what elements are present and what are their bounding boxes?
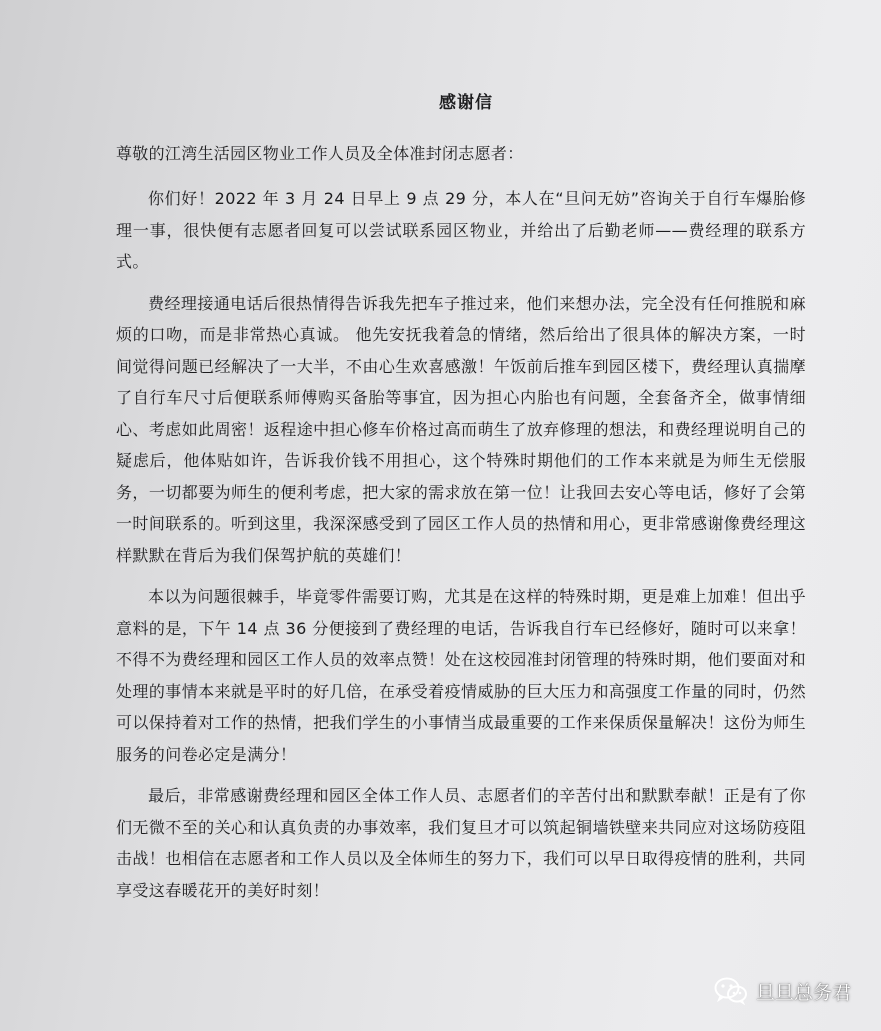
account-watermark — [714, 977, 851, 1005]
letter-paragraph-2: 费经理接通电话后很热情得告诉我先把车子推过来，他们来想办法，完全没有任何推脱和麻烦的口吻，而是非常热心真诚。 他先安抚我着急的情绪，然后给出了很具体的解决方案，一时间觉得问题已经解决了一大半，不由心生欢喜感激！午饭前后推车到园区楼下，费经理认真揣摩了自行车尺寸后便联系师傅购买备胎等事宜，因为担心内胎也有问题，全套备齐全，做事情细心、考虑如此周密！返程途中担心修车价格过高而萌生了放弃修理的想法，和费经理说明自己的疑虑后，他体贴如许，告诉我价钱不用担心，这个特殊时期他们的工作本来就是为师生无偿服务，一切都要为师生的便利考虑，把大家的需求放在第一位！让我回去安心等电话，修好了会第一时间联系的。听到这里，我深深感受到了园区工作人员的热情和用心，更非常感谢像费经理这样默默在背后为我们保驾护航的英雄们！ — [116, 293, 806, 565]
letter-title: 感谢信 — [439, 93, 493, 113]
letter-paragraph-4: 最后，非常感谢费经理和园区全体工作人员、志愿者们的辛苦付出和默默奉献！正是有了你们无微不至的关心和认真负责的办事效率，我们复旦才可以筑起铜墙铁壁来共同应对这场防疫阻击战！也相信在志愿者和工作人员以及全体师生的努力下，我们可以早日取得疫情的胜利，共同享受这春暖花开的美好时刻！ — [116, 786, 806, 900]
letter-salutation: 尊敬的江湾生活园区物业工作人员及全体准封闭志愿者： — [116, 144, 524, 163]
letter-paragraph-3: 本以为问题很棘手，毕竟零件需要订购，尤其是在这样的特殊时期，更是难上加难！但出乎意料的是，下午 14 点 36 分便接到了费经理的电话，告诉我自行车已经修好，随时可以来拿！不得不为费经理和园区工作人员的效率点赞！处在这校园准封闭管理的特殊时期，他们要面对和处理的事情本来就是平时的好几倍，在承受着疫情威胁的巨大压力和高强度工作量的同时，仍然可以保持着对工作的热情，把我们学生的小事情当成最重要的工作来保质保量解决！这份为师生服务的问卷必定是满分！ — [116, 587, 806, 764]
wechat-icon — [714, 977, 748, 1005]
letter-paragraph-1: 你们好！2022 年 3 月 24 日早上 9 点 29 分，本人在“旦问无妨”咨询关于自行车爆胎修理一事，很快便有志愿者回复可以尝试联系园区物业，并给出了后勤老师——费经理的联系方式。 — [116, 189, 806, 271]
watermark-text: 旦旦总务君 — [755, 981, 851, 1004]
letter-page — [116, 88, 806, 916]
